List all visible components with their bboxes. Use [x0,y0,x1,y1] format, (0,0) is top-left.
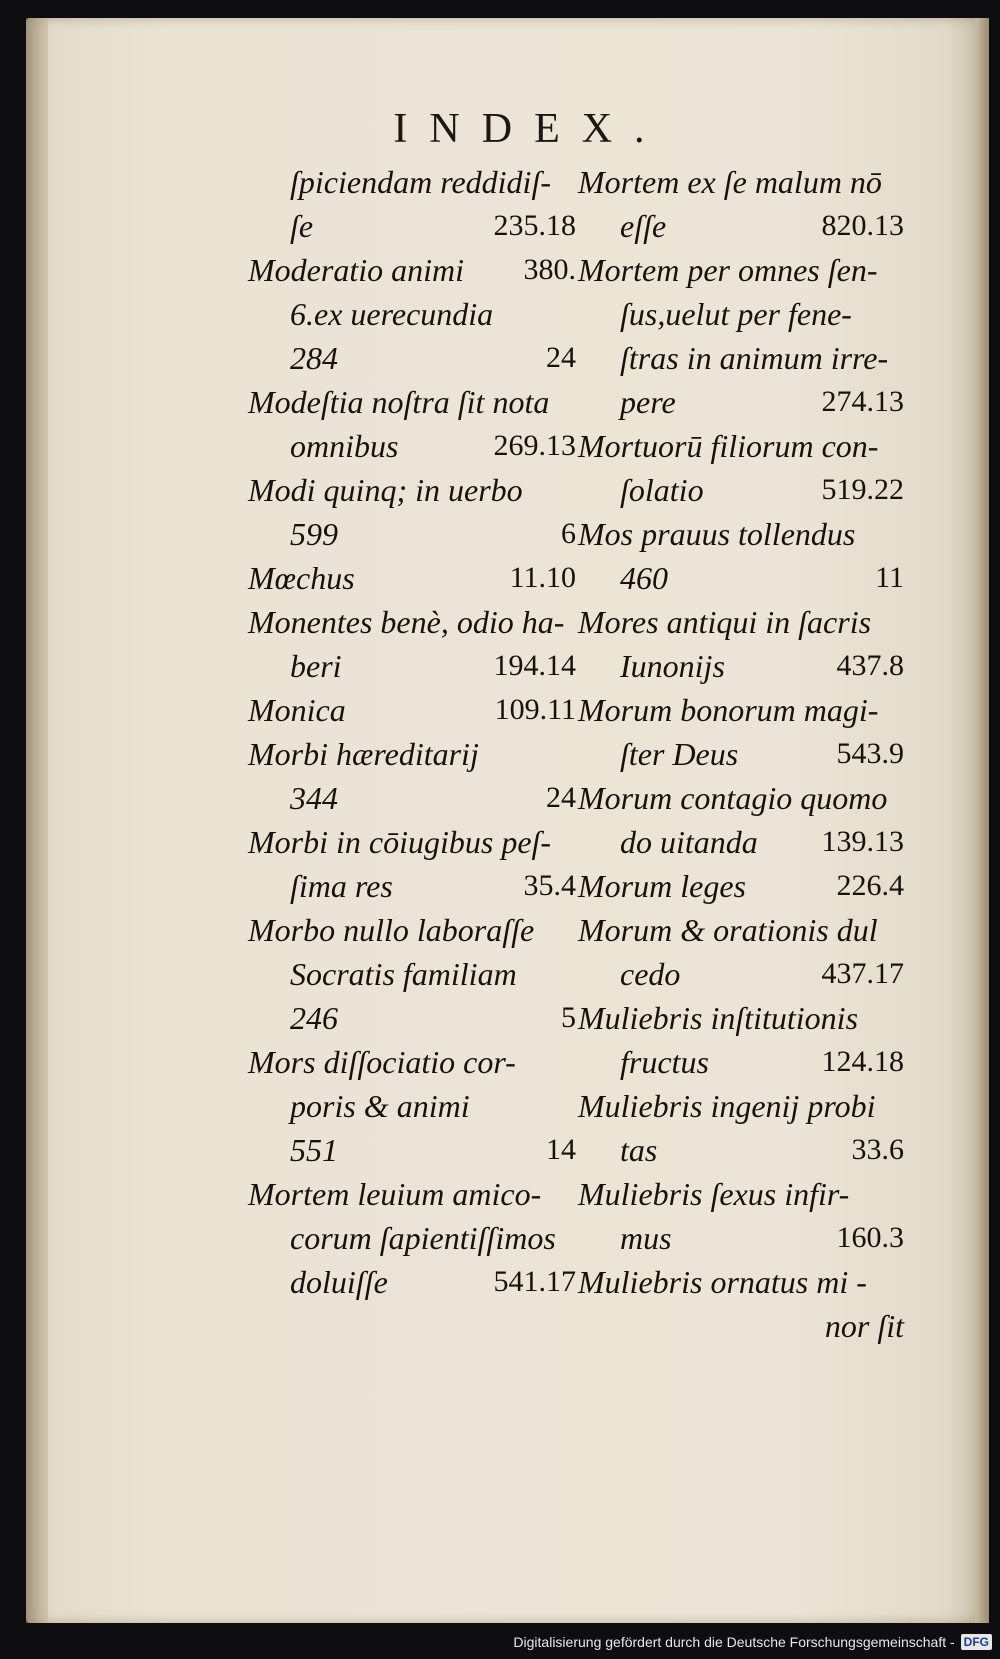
index-entry-text: fructus [620,1044,709,1080]
index-line [578,424,904,468]
index-line [248,600,576,644]
index-line [248,908,576,952]
index-line [578,688,904,732]
index-entry-text: ſus,uelut per fene- [620,296,852,332]
index-entry-text: Mortem ex ſe malum nō [578,164,882,200]
index-line [578,468,904,512]
index-entry-text: Modeſtia noſtra ſit nota [248,384,550,420]
index-entry-text: Morbo nullo laboraſſe [248,912,535,948]
index-line [578,292,904,336]
index-line [248,1040,576,1084]
index-line [578,600,904,644]
index-entry-text: cedo [620,956,681,992]
index-entry-text: Mos prauus tollendus [578,516,856,552]
index-entry-text: Mœchus [248,560,355,596]
index-entry-text: Modi quinq; in uerbo [248,472,523,508]
index-entry-text: poris & animi [290,1088,470,1124]
index-entry-text: Muliebris inſtitutionis [578,1000,859,1036]
index-page-number: 269.13 [493,429,576,462]
index-line [578,336,904,380]
index-line [248,732,576,776]
index-line [578,776,904,820]
index-entry-text: 284 [290,340,338,376]
index-line [248,424,576,468]
index-entry-text: doluiſſe [290,1264,388,1300]
index-entry-text: Mortem per omnes ſen- [578,252,878,288]
page-edge [975,18,989,1623]
index-line [578,1172,904,1216]
index-line [248,204,576,248]
index-page-number: 541.17 [493,1265,576,1298]
index-page-number: 437.8 [836,649,904,682]
index-entry-text: Monentes benè, odio ha- [248,604,565,640]
index-line [578,1084,904,1128]
index-line [578,160,904,204]
index-line [578,864,904,908]
index-entry-text: Morum & orationis dul [578,912,878,948]
index-entry-text: nor ſit [824,1308,904,1344]
index-line [248,1084,576,1128]
index-line [248,776,576,820]
index-page-number: 124.18 [821,1045,904,1078]
index-page-number: 24 [546,781,576,814]
index-entry-text: ſe [290,208,314,244]
footer-credit [513,1631,992,1653]
index-entry-text: Muliebris ſexus infir- [578,1176,850,1212]
index-entry-text: 551 [290,1132,338,1168]
index-line [248,952,576,996]
index-line [248,864,576,908]
index-entry-text: Morum bonorum magi- [578,692,879,728]
index-page-number: 33.6 [851,1133,904,1166]
page-gutter [26,18,48,1623]
index-page-number: 519.22 [821,473,904,506]
index-entry-text: ſter Deus [620,736,739,772]
index-line [248,996,576,1040]
index-line [248,512,576,556]
index-entry-text: Morbi in cōiugibus peſ- [248,824,552,860]
index-line [578,1128,904,1172]
index-page-number: 11.10 [509,561,576,594]
index-page-number: 5 [561,1001,576,1034]
index-entry-text: Iunonijs [620,648,725,684]
index-page-number: 194.14 [493,649,576,682]
index-line [248,644,576,688]
footer-credit-text: Digitalisierung gefördert durch die Deutsche Forschungsgemeinschaft - [513,1634,955,1650]
index-page-number: 6 [561,517,576,550]
index-page-number: 380. [523,253,576,286]
index-line [578,908,904,952]
index-entry-text: pere [620,384,676,420]
index-page-number: 274.13 [821,385,904,418]
index-entry-text: 344 [290,780,338,816]
index-line [248,292,576,336]
index-entry-text: 246 [290,1000,338,1036]
index-page-number: 11 [875,561,904,594]
index-line [248,556,576,600]
index-page-number: 24 [546,341,576,374]
index-entry-text: omnibus [290,428,399,464]
page-header: INDEX. [393,106,667,152]
index-line [578,952,904,996]
index-entry-text: Muliebris ingenij probi [578,1088,876,1124]
index-line [578,1304,904,1348]
index-line [578,1260,904,1304]
index-entry-text: ſolatio [620,472,704,508]
index-page-number: 35.4 [523,869,576,902]
index-page-number: 437.17 [821,957,904,990]
index-entry-text: ſima res [290,868,393,904]
index-line [248,380,576,424]
index-entry-text: beri [290,648,342,684]
index-line [578,556,904,600]
index-entry-text: 599 [290,516,338,552]
index-line [578,512,904,556]
index-entry-text: 6.ex uerecundia [290,296,494,332]
index-line [578,248,904,292]
index-entry-text: Mors diſſociatio cor- [248,1044,516,1080]
index-column-right [578,160,904,1348]
index-entry-text: Morum contagio quomo [578,780,888,816]
index-line [248,820,576,864]
index-page-number: 820.13 [821,209,904,242]
index-entry-text: Mores antiqui in ſacris [578,604,872,640]
index-line [578,996,904,1040]
index-entry-text: do uitanda [620,824,758,860]
index-entry-text: tas [620,1132,658,1168]
index-page-number: 160.3 [836,1221,904,1254]
index-line [578,380,904,424]
index-entry-text: Muliebris ornatus mi - [578,1264,867,1300]
index-line [578,204,904,248]
index-line [248,688,576,732]
index-entry-text: Morbi hæreditarij [248,736,479,772]
index-page-number: 235.18 [493,209,576,242]
index-entry-text: Mortem leuium amico- [248,1176,542,1212]
index-line [248,1260,576,1304]
index-entry-text: Morum leges [578,868,746,904]
index-entry-text: Moderatio animi [248,252,464,288]
index-line [578,1216,904,1260]
index-line [248,160,576,204]
index-line [578,644,904,688]
index-entry-text: Socratis familiam [290,956,517,992]
index-column-left [248,160,576,1304]
index-entry-text: ſtras in animum irre- [620,340,889,376]
index-page-number: 226.4 [836,869,904,902]
index-line [248,468,576,512]
index-line [248,1216,576,1260]
index-page-number: 139.13 [821,825,904,858]
index-line [248,1172,576,1216]
index-line [578,820,904,864]
index-entry-text: ſpiciendam reddidiſ- [290,164,551,200]
index-page-number: 543.9 [836,737,904,770]
index-entry-text: eſſe [620,208,667,244]
index-line [248,1128,576,1172]
dfg-logo: DFG [961,1634,992,1650]
index-page-number: 14 [546,1133,576,1166]
index-line [578,1040,904,1084]
index-page-number: 109.11 [494,693,576,726]
index-entry-text: 460 [620,560,668,596]
index-entry-text: corum ſapientiſſimos [290,1220,556,1256]
index-entry-text: Monica [248,692,346,728]
index-line [578,732,904,776]
index-entry-text: Mortuorū filiorum con- [578,428,879,464]
index-line [248,336,576,380]
index-entry-text: mus [620,1220,672,1256]
index-line [248,248,576,292]
